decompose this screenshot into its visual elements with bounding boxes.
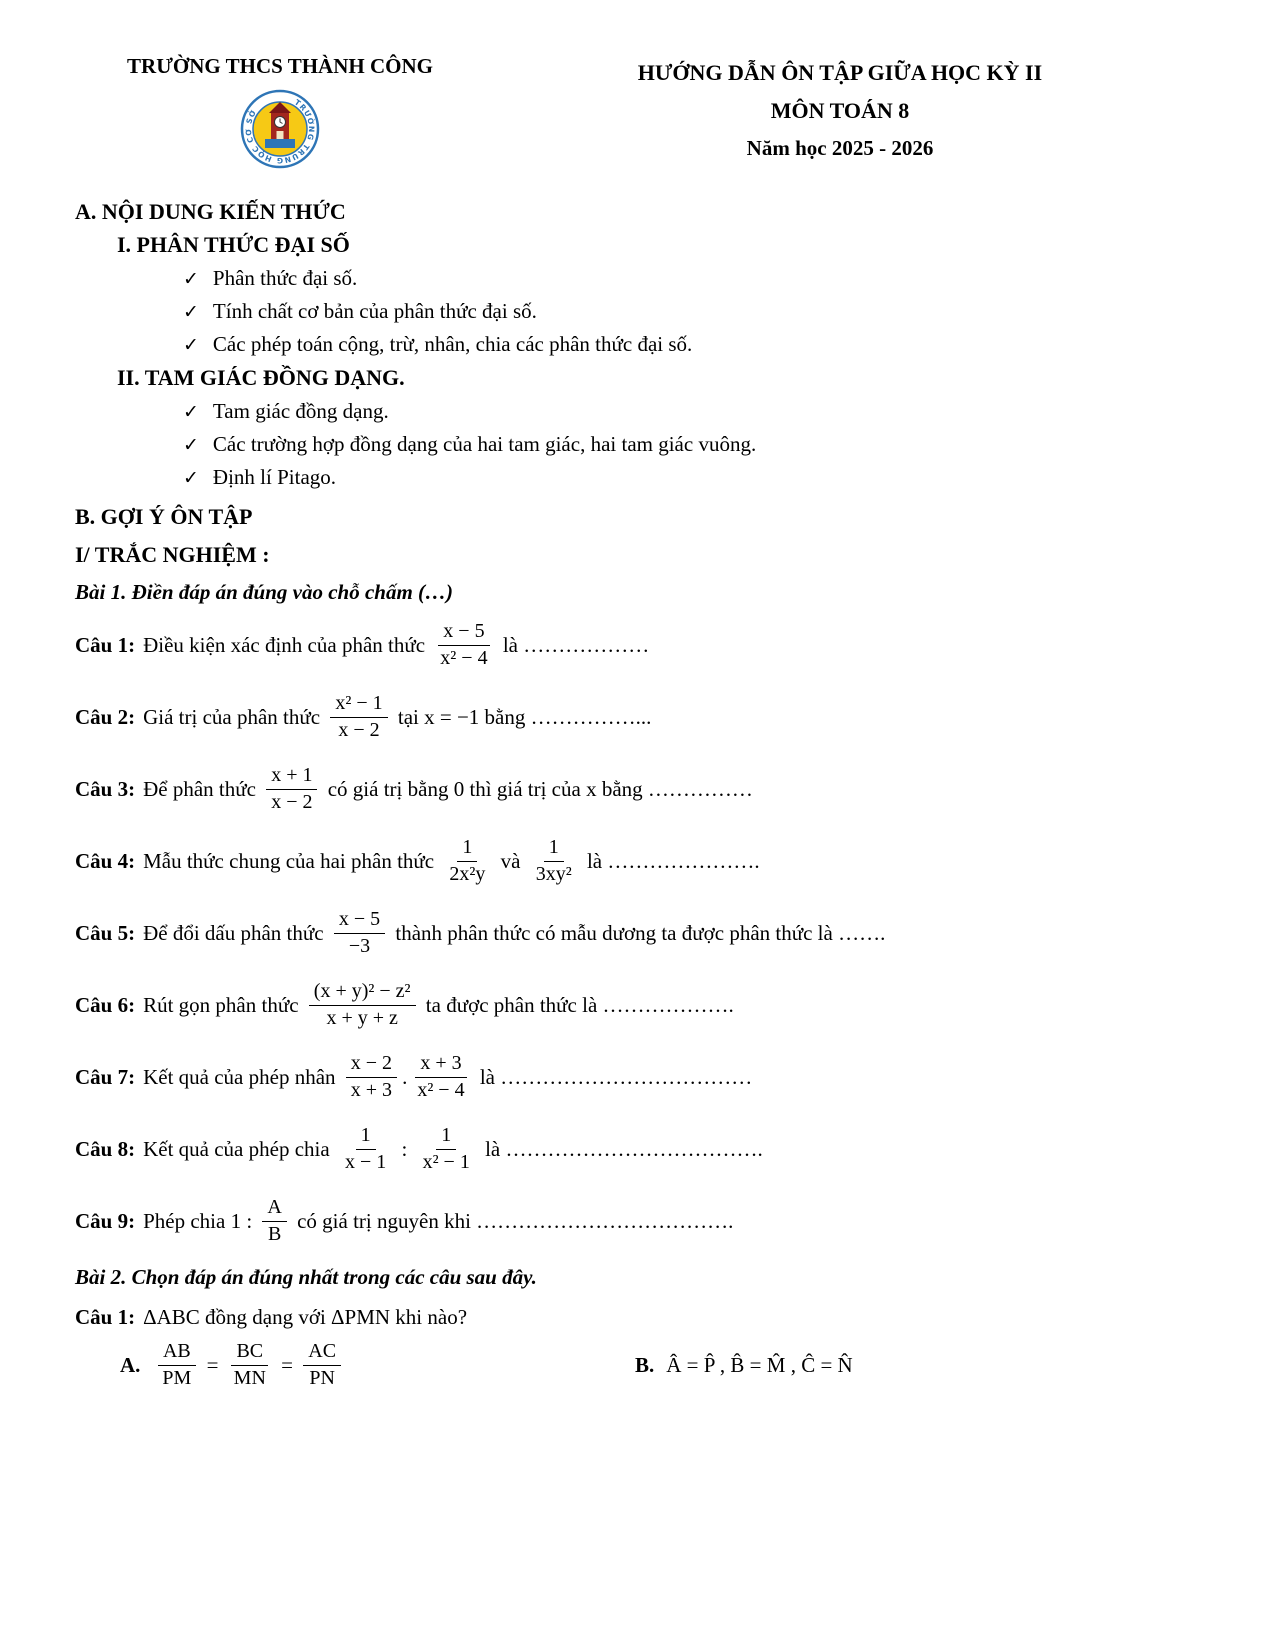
- question-text: Điều kiện xác định của phân thức $\frac{x - 5}{\text{x² − 4}}$ là ………………: [143, 619, 650, 669]
- section-b-heading: B. GỢI Ý ÔN TẬP: [75, 504, 253, 529]
- header-school-block: [75, 54, 485, 175]
- question-label: Câu 1:: [75, 632, 136, 657]
- question-label: Câu 7:: [75, 1064, 136, 1089]
- logo-ring-text: TRƯỜNG TRUNG HỌC CƠ SỞ: [243, 97, 317, 166]
- option-b: [635, 1353, 853, 1378]
- fraction: $\frac{BC}{MN}$: [229, 1340, 271, 1390]
- school-year: Năm học 2025 - 2026: [746, 135, 934, 160]
- question-label: Câu 1:: [75, 1304, 136, 1329]
- question-text: Phép chia 1 : $\frac{A}{B}$ có giá trị nguyên khi ……………………………….: [143, 1195, 734, 1245]
- question-text: ΔABC đồng dạng với ΔPMN khi nào?: [143, 1304, 468, 1329]
- document-title: HƯỚNG DẪN ÔN TẬP GIỮA HỌC KỲ II: [637, 60, 1043, 85]
- question-label: Câu 4:: [75, 848, 136, 873]
- list-item-text: Các phép toán cộng, trừ, nhân, chia các phân thức đại số.: [212, 332, 693, 356]
- school-logo-image: [240, 89, 320, 169]
- question-cau-4: [75, 829, 1195, 893]
- fraction: $\frac{1}{\text{2x²y}}$: [449, 835, 486, 885]
- bai2-q1-options: [75, 1340, 1195, 1390]
- section-a1-heading: I. PHÂN THỨC ĐẠI SỐ: [117, 232, 350, 257]
- check-icon: ✓: [183, 434, 199, 456]
- question-cau-8: [75, 1117, 1195, 1181]
- list-item: [183, 332, 1195, 357]
- fraction: $\frac{\text{x² − 1}}{x - 2}$: [330, 692, 387, 742]
- document-header: [75, 54, 1195, 175]
- check-icon: ✓: [183, 301, 199, 323]
- fraction: $\frac{\text{(x + y)² − z²}}{x + y + z}$: [309, 980, 416, 1030]
- question-cau-3: [75, 757, 1195, 821]
- question-label: Câu 3:: [75, 776, 136, 801]
- question-cau-1: [75, 613, 1195, 677]
- fraction: $\frac{1}{\text{3xy²}}$: [535, 835, 572, 885]
- option-a: [120, 1340, 635, 1390]
- question-cau-6: [75, 973, 1195, 1037]
- school-logo: [75, 89, 485, 175]
- question-cau-9: [75, 1189, 1195, 1253]
- question-cau-2: [75, 685, 1195, 749]
- fraction: $\frac{x + 1}{x - 2}$: [266, 764, 317, 814]
- question-cau-7: [75, 1045, 1195, 1109]
- question-text: Mẫu thức chung của hai phân thức $\frac{1}{\text{2x²y}}$ và $\frac{1}{\text{3xy²}}$ là ………………….: [143, 835, 760, 885]
- list-item: [183, 266, 1195, 291]
- bai2-heading: Bài 2. Chọn đáp án đúng nhất trong các câu sau đây.: [75, 1265, 537, 1289]
- check-icon: ✓: [183, 268, 199, 290]
- question-label: Câu 5:: [75, 920, 136, 945]
- list-item: [183, 399, 1195, 424]
- question-text: Kết quả của phép nhân $\frac{x - 2}{x + 3}$ . $\frac{x + 3}{\text{x² − 4}}$ là ………………………………: [143, 1051, 753, 1101]
- check-icon: ✓: [183, 334, 199, 356]
- section-a2-heading: II. TAM GIÁC ĐỒNG DẠNG.: [117, 365, 405, 390]
- subject-title: MÔN TOÁN 8: [770, 97, 910, 123]
- question-text: Giá trị của phân thức $\frac{\text{x² − 1}}{x - 2}$ tại x = −1 bằng ……………...: [143, 691, 652, 741]
- fraction: $\frac{1}{x - 1}$: [344, 1123, 387, 1173]
- question-label: Câu 9:: [75, 1208, 136, 1233]
- fraction: $\frac{AB}{PM}$: [157, 1340, 196, 1390]
- question-label: Câu 8:: [75, 1136, 136, 1161]
- check-icon: ✓: [183, 401, 199, 423]
- fraction: $\frac{x - 5}{\text{x² − 4}}$: [440, 619, 488, 669]
- question-text: Để đổi dấu phân thức $\frac{x - 5}{-3}$ thành phân thức có mẫu dương ta được phân thức là …….: [143, 907, 886, 957]
- option-a-label: A.: [120, 1352, 141, 1377]
- school-name: TRƯỜNG THCS THÀNH CÔNG: [127, 54, 433, 78]
- check-icon: ✓: [183, 467, 199, 489]
- question-label: Câu 6:: [75, 992, 136, 1017]
- list-item-text: Các trường hợp đồng dạng của hai tam giác, hai tam giác vuông.: [212, 432, 757, 456]
- list-item: [183, 299, 1195, 324]
- fraction: $\frac{1}{\text{x² − 1}}$: [422, 1123, 470, 1173]
- fraction: $\frac{x - 2}{x + 3}$: [346, 1052, 397, 1102]
- list-item-text: Định lí Pitago.: [212, 465, 337, 489]
- option-a-text: $\frac{AB}{PM}$ = $\frac{BC}{MN}$ = $\frac{AC}{PN}$: [152, 1340, 346, 1390]
- option-b-label: B.: [635, 1352, 655, 1377]
- question-text: Để phân thức $\frac{x + 1}{x - 2}$ có giá trị bằng 0 thì giá trị của x bằng ……………: [143, 763, 753, 813]
- fraction: $\frac{A}{B}$: [262, 1196, 286, 1246]
- question-label: Câu 2:: [75, 704, 136, 729]
- section-a-heading: A. NỘI DUNG KIẾN THỨC: [75, 199, 346, 224]
- fraction: $\frac{x + 3}{\text{x² − 4}}$: [417, 1051, 465, 1101]
- header-title-block: [485, 54, 1195, 166]
- question-cau-5: [75, 901, 1195, 965]
- fraction: $\frac{AC}{PN}$: [303, 1340, 341, 1390]
- logo-base: [265, 139, 295, 148]
- bai1-heading: Bài 1. Điền đáp án đúng vào chỗ chấm (…): [75, 580, 454, 604]
- fraction: $\frac{x - 5}{-3}$: [334, 908, 385, 958]
- list-item: [183, 465, 1195, 490]
- list-item-text: Phân thức đại số.: [212, 266, 358, 290]
- option-b-text: Â = P̂ , B̂ = M̂ , Ĉ = N̂: [666, 1352, 853, 1377]
- question-text: Rút gọn phân thức $\frac{\text{(x + y)² − z²}}{x + y + z}$ ta được phân thức là ……………….: [143, 979, 734, 1029]
- bai2-question-cau-1: [75, 1300, 1195, 1334]
- list-item-text: Tam giác đồng dạng.: [212, 399, 389, 423]
- question-text: Kết quả của phép chia $\frac{1}{x - 1}$ : $\frac{1}{\text{x² − 1}}$ là ……………………………….: [143, 1123, 763, 1173]
- quiz-section-heading: I/ TRẮC NGHIỆM :: [75, 542, 270, 567]
- list-item: [183, 432, 1195, 457]
- list-item-text: Tính chất cơ bản của phân thức đại số.: [212, 299, 537, 323]
